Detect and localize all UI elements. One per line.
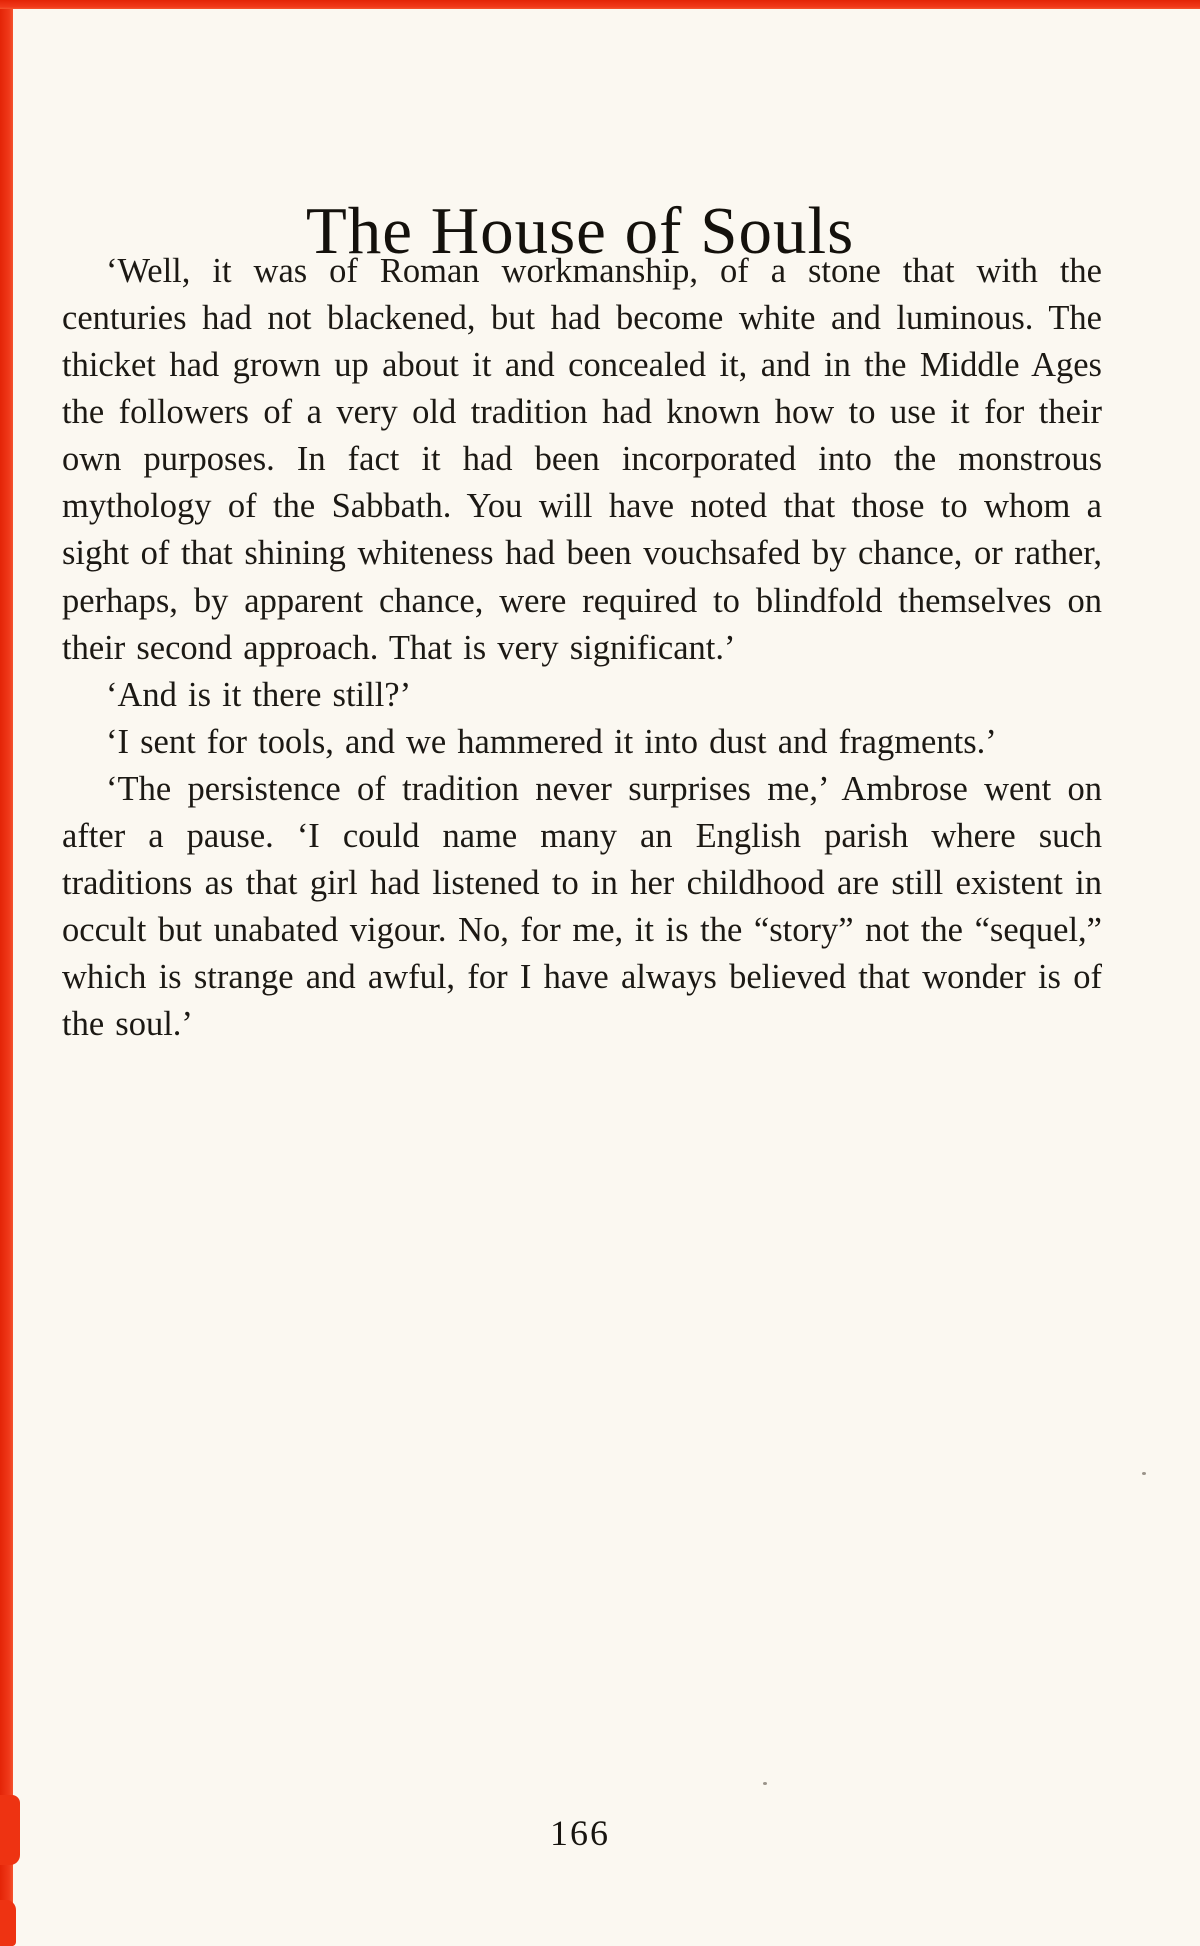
scan-artifact xyxy=(0,1900,16,1946)
scan-edge-left xyxy=(0,0,13,1946)
scan-edge-top xyxy=(0,0,1200,9)
body-text xyxy=(62,248,1102,1048)
paragraph: ‘Well, it was of Roman workmanship, of a stone that with the centuries had not blackened, but had become white and luminous. The thicket had grown up about it and concealed it, and in the Middle Ages the followers of a very old tradition had known how to use it for their own purposes. In fact it had been incorporated into the monstrous mythology of the Sabbath. You will have noted that those to whom a sight of that shining whiteness had been vouchsafed by chance, or rather, perhaps, by apparent chance, were required to blindfold themselves on their second approach. That is very significant.’ xyxy=(62,252,1102,667)
paragraph: ‘The persistence of tradition never surprises me,’ Ambrose went on after a pause. ‘I could name many an English parish where such traditions as that girl had listened to in her childhood are still existent in occult but unabated vigour. No, for me, it is the “story” not the “sequel,” which is strange and awful, for I have always believed that wonder is of the soul.’ xyxy=(62,769,1102,1044)
page-title: The House of Souls xyxy=(305,193,855,268)
scan-artifact xyxy=(0,1795,20,1865)
paragraph: ‘And is it there still?’ xyxy=(106,675,412,714)
scan-speckle xyxy=(1142,1472,1146,1475)
page-number: 166 xyxy=(550,1813,610,1853)
scan-speckle xyxy=(763,1782,767,1785)
paragraph: ‘I sent for tools, and we hammered it into dust and fragments.’ xyxy=(106,722,997,761)
